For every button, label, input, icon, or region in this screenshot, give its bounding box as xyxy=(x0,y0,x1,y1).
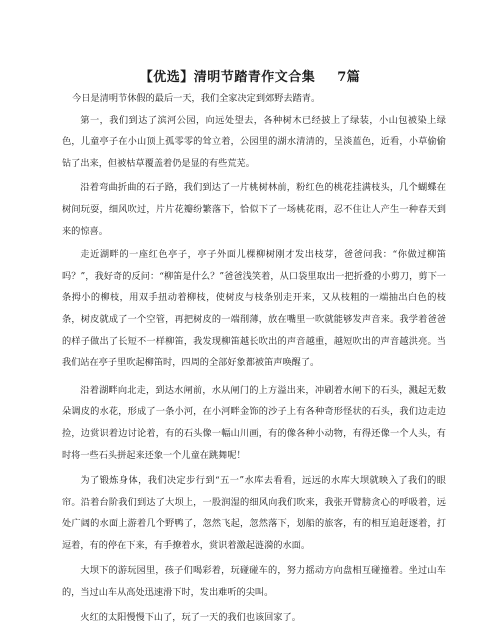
paragraph-5: 沿着湖畔向北走，到达水闸前，水从闸门的上方溢出来，冲刷着水闸下的石头，溅起无数朵调皮的水花，形成了一条小河，在小河畔金饰的沙子上有各种奇形怪状的石头，我们边走边捡，边赏识着边讨论着，有的石头像一幅山川画，有的像各种小动物，有得还像一个人头，有时将一些石头拼起来还象一个儿童在跳舞呢！ xyxy=(62,384,446,461)
paragraph-6: 为了锻炼身体，我们决定步行到“五一”水库去看看，远远的水库大坝就映入了我们的眼帘。沿着台阶我们到达了大坝上，一股润湿的细风向我们吹来，我张开臂膀贪心的呼吸着，远处广阔的水面上游着几个野鸭了，忽然飞起，忽然落下，划船的旅客，有的相互追赶逐着，打逗着，有的停在下来，有手撩着水，赏识着激起涟漪的水面。 xyxy=(62,475,446,551)
paragraph-1: 今日是清明节休假的最后一天，我们全家决定到郊野去踏青。 xyxy=(72,93,321,104)
document-body xyxy=(62,88,446,628)
paragraph-8: 火红的太阳慢慢下山了，玩了一天的我们也该回家了。 xyxy=(80,611,301,623)
paragraph-7: 大坝下的游玩园里，孩子们喝彩着，玩碰碰车的，努力摇动方向盘相互碰撞着。坐过山车的，当过山车从高处迅速滑下时，发出难听的尖叫。 xyxy=(62,565,446,599)
document-title xyxy=(0,66,500,85)
title-count: 7篇 xyxy=(337,70,361,85)
paragraph-2: 第一，我们到达了滨河公园，向远处望去，各种树木已经披上了绿装，小山包被染上绿色，儿童亭子在小山顶上孤零零的耸立着，公园里的湖水清清的，呈淡蓝色，近看，小草偷偷钻了出来，但被枯草覆盖着仍是显的有些荒芜。 xyxy=(62,114,446,169)
title-main: 【优选】清明节踏青作文合集 xyxy=(139,70,316,85)
paragraph-3: 沿着弯曲折曲的石子路，我们到达了一片桃树林前，粉红色的桃花挂满枝头，几个蝴蝶在树间玩耍，细风吹过，片片花瓣纷繁落下，恰似下了一场桃花雨，忍不住让人产生一种春天到来的惊喜。 xyxy=(62,182,446,237)
paragraph-4: 走近湖畔的一座红色亭子，亭子外面儿棵柳树刚才发出枝芽，爸爸问我：“你做过柳笛吗？”，我好奇的反问：“柳笛是什么？”爸爸浅笑着，从口袋里取出一把折叠的小剪刀，剪下一条拇小的柳枝，用双手扭动着柳枝，使树皮与枝条别走开来，又从枝粗的一端抽出白色的枝条，树皮就成了一个空管，再把树皮的一端削薄，放在嘴里一吹就能够发声音来。我学着爸爸的样子做出了长短不一样柳笛，我发现柳笛越长吹出的声音越重，越短吹出的声音越洪亮。当我们站在亭子里吹起柳笛时，四周的全部好象都被笛声唤醒了。 xyxy=(62,249,446,369)
